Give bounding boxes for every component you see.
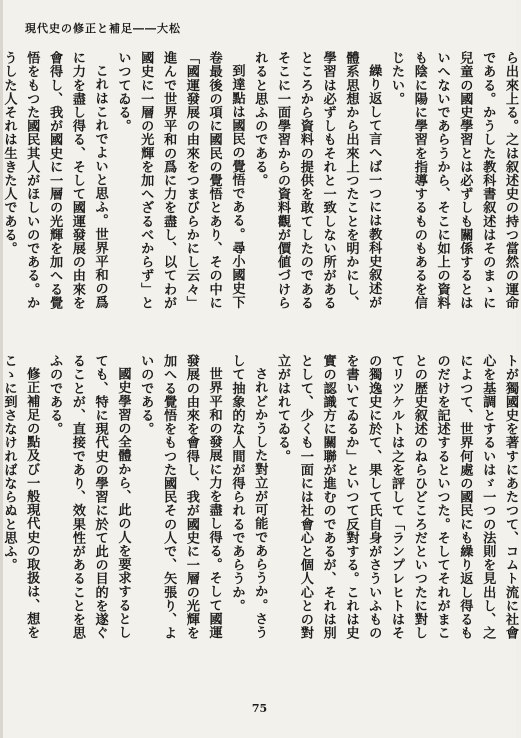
paragraph: されどかうした對立が可能であらうか。さうして抽象的な人間が得られるであらうか。 [229, 354, 268, 640]
running-head: 現代史の修正と補足――大松 [25, 22, 181, 35]
paragraph: 繰り返して言へば一つには教科史叙述が體系思想から出來上つたことを明かにし、學習は必ずしもそれと一致しない所があるところから資料の提供を敢てしたのであるそこに一面學習からの資料觀が價値づけられると思ふのである。 [252, 51, 382, 310]
page-number: 75 [251, 702, 268, 715]
paragraph: ら出來上る。之は叙述史の持つ當然の運命である。かうした教科書叙述はそのまゝに兒童の國史學習とは必ずしも關係するとはいへないであらうから、そこに如上の資料も陰に陽に學習を指導するものもあるを信じたい。 [389, 51, 518, 310]
paragraph: これはこれでよいと思ふ。世界平和の爲に力を盡し得る、そして國運發展の由來を會得し、我が國史に一層の光輝を加へる覺悟をもつた國民其人がほしいのである。かうした人それは生きた人である。 [1, 51, 108, 310]
upper-text-block [1, 51, 521, 313]
paragraph: トが獨國史を著すにあたつて、コムト流に社會心を基調とするいはゞ一つの法則を見出し、之によつて、世界何處の國民にも繰り返し得るものだけを記述するといつた。そしてそれがまことの歴史叙述のねらひどころだといつたに對してリツケルトは之を評して「ランプレヒトはその獨逸史に於て、果して氏自身がさういふものを書いてゐるか」といつて反對する。これは史實の認識方に關聯が進むのであるが、それは別として、少くも一面には社會心と個人心との對立がはれてゐる。 [275, 354, 518, 640]
paragraph: 國史學習の全體から、此の人を要求するとしても、特に現代史の學習に於て此の目的を遂ぐることが、直接であり、效果性があることを思ふのである。 [47, 354, 131, 640]
paragraph: 到達點は國民の覺悟である。尋小國史下卷最後の項に國民の覺悟とあり、その中に「國運發展の由來をつまびらかにし云々」進んで世界平和の爲に力を盡し、以てわが國史に一層の光輝を加へざるべからず」といつてゐる。 [115, 51, 245, 310]
lower-text-block [1, 354, 521, 652]
paragraph: 世界平和の發展に力を盡し得る。そして國運發展の由來を會得し、我が國史に一層の光輝を加へる覺悟をもつた國民その人で、矢張り、よいのである。 [138, 354, 222, 640]
paragraph: 修正補足の點及び一般現代史の取扱は、想をこゝに到さなければならぬと思ふ。 [1, 354, 40, 640]
